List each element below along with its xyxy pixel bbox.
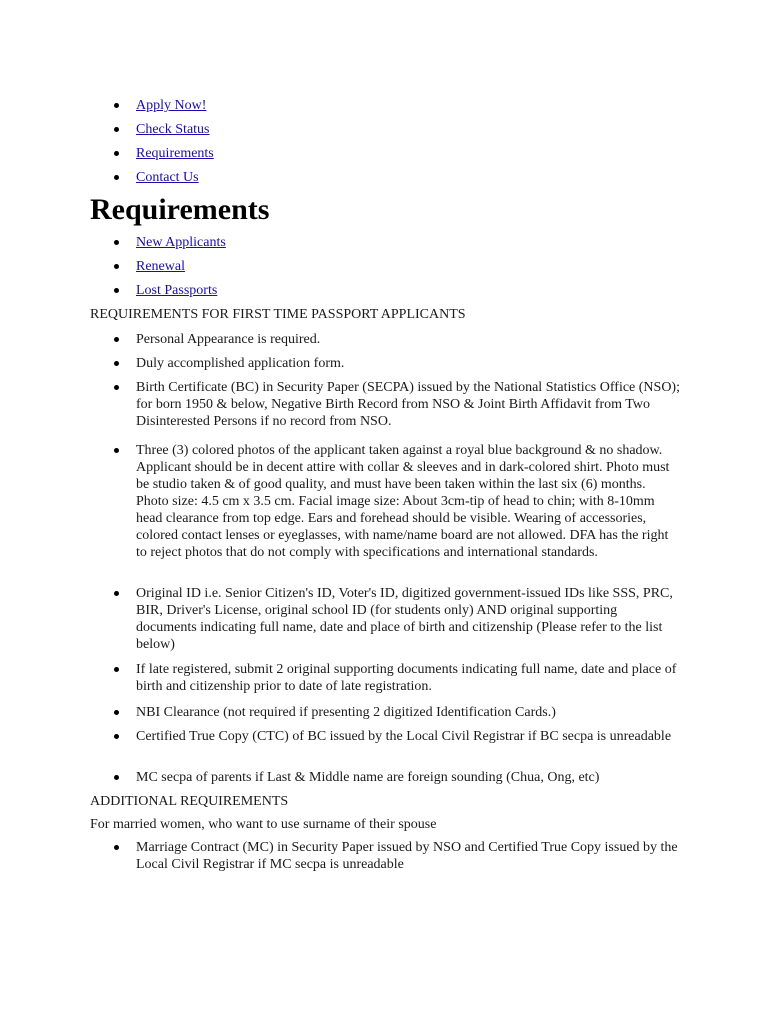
requirement-item: Three (3) colored photos of the applicant taken against a royal blue background & no shadow. Applicant should be in decent attire with collar & sleeves and in dark-colored shirt. Photo must be studio taken & of good quality, and must have been taken within the last six (6) months. Photo size: 4.5 cm x 3.5 cm. Facial image size: About 3cm-tip of head to chin; with 8-10mm head clearance from top edge. Ears and forehead should be visible. Wearing of accessories, colored contact lenses or eyeglasses, with name/name board are not allowed. DFA has the right to reject photos that do not comply with specifications and international standards. [90,442,681,561]
requirement-item: Birth Certificate (BC) in Security Paper (SECPA) issued by the National Statistics Office (NSO); for born 1950 & below, Negative Birth Record from NSO & Joint Birth Affidavit from Two Disinterested Persons if no record from NSO. [90,379,681,430]
nav-link-contact-us[interactable]: Contact Us [136,170,199,185]
top-nav [90,97,690,186]
subnav-item-lost [90,282,690,299]
late-registration-requirement [90,661,690,695]
subnav-item-new [90,234,690,251]
requirement-item: If late registered, submit 2 original supporting documents indicating full name, date and place of birth and citizenship prior to date of late registration. [90,661,681,695]
id-requirement [90,585,690,653]
mc-parents-requirement [90,769,690,786]
nav-item-check-status [90,121,690,138]
subnav-link-renewal[interactable]: Renewal [136,259,185,274]
nav-link-apply-now[interactable]: Apply Now! [136,98,207,113]
subnav-link-new-applicants[interactable]: New Applicants [136,235,226,250]
sub-nav [90,234,690,299]
page-title-wrap [90,193,690,227]
ctc-requirement [90,728,690,745]
subnav-link-lost-passports[interactable]: Lost Passports [136,283,218,298]
first-time-list [90,331,690,430]
requirement-item: MC secpa of parents if Last & Middle name are foreign sounding (Chua, Ong, etc) [90,769,681,786]
nav-item-contact [90,169,690,186]
requirement-item: Certified True Copy (CTC) of BC issued by the Local Civil Registrar if BC secpa is unreadable [90,728,681,745]
nav-item-requirements [90,145,690,162]
married-women-note: For married women, who want to use surname of their spouse [90,817,437,832]
nav-link-check-status[interactable]: Check Status [136,122,210,137]
subnav-item-renewal [90,258,690,275]
page-title: Requirements [90,193,270,226]
requirement-item: Marriage Contract (MC) in Security Paper issued by NSO and Certified True Copy issued by the Local Civil Registrar if MC secpa is unreadable [90,839,681,873]
additional-heading: ADDITIONAL REQUIREMENTS [90,794,289,809]
nav-link-requirements[interactable]: Requirements [136,146,214,161]
requirement-item: Duly accomplished application form. [90,355,681,372]
first-time-heading: REQUIREMENTS FOR FIRST TIME PASSPORT APPLICANTS [90,307,466,322]
requirement-item: NBI Clearance (not required if presenting 2 digitized Identification Cards.) [90,704,681,721]
nbi-requirement [90,704,690,721]
requirement-item: Original ID i.e. Senior Citizen's ID, Voter's ID, digitized government-issued IDs like SSS, PRC, BIR, Driver's License, original school ID (for students only) AND original supporting documents indicating full name, date and place of birth and citizenship (Please refer to the list below) [90,585,681,653]
nav-item-apply [90,97,690,114]
additional-list [90,839,690,873]
requirement-item: Personal Appearance is required. [90,331,681,348]
photo-requirement [90,442,690,561]
